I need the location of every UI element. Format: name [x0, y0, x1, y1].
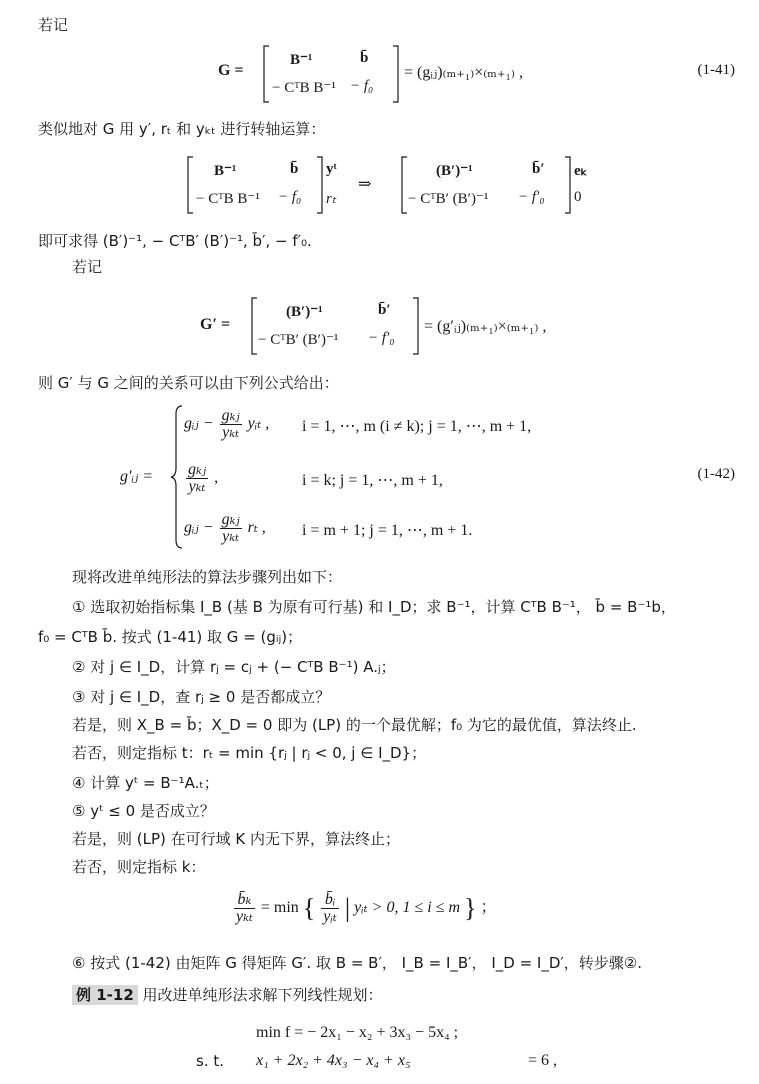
eqGp-lhs: G′ = [200, 316, 231, 333]
eq142-c1-den: yₖₜ [222, 424, 240, 441]
example-constraint1-rhs: = 6 , [528, 1052, 558, 1069]
eq141-matrix [262, 44, 400, 104]
pivot-l-side1: yᵗ [326, 161, 337, 177]
eqGp-rhs: = (g′ᵢⱼ)₍ₘ₊₁₎×₍ₘ₊₁₎ , [424, 318, 547, 335]
eq142-brace [170, 404, 184, 550]
eq141-r2c1: − CᵀB B⁻¹ [272, 80, 336, 96]
text-step5: ⑤ yᵗ ≤ 0 是否成立？ [72, 802, 215, 820]
eq141-r2c2: − f₀ [350, 78, 374, 94]
eq142-case2-cond: i = k; j = 1, ⋯, m + 1, [302, 472, 443, 489]
pivot-l-r2c1: − CᵀB B⁻¹ [196, 191, 260, 207]
text-step1a: ① 选取初始指标集 I_B (基 B 为原有可行基) 和 I_D；求 B⁻¹，计算 CᵀB B⁻¹， b̄ = B⁻¹b， [72, 598, 676, 616]
pivot-r-side1: eₖ [574, 163, 588, 179]
eq141-number: (1-41) [697, 62, 735, 78]
eq142-c1-num: gₖⱼ [221, 407, 240, 424]
eq142-case1: gᵢⱼ − $\frac{\text{gₖⱼ}}{\text{yₖₜ}}$ yᵢₜ , [184, 407, 270, 441]
eq142-c2-num: gₖⱼ [188, 461, 207, 478]
eq142-case3-cond: i = m + 1; j = 1, ⋯, m + 1. [302, 522, 473, 539]
pivot-arrow: ⇒ [358, 176, 372, 193]
pivot-r-r2c2: − f′₀ [518, 189, 545, 205]
example-st-label: s. t. [196, 1052, 225, 1070]
pivot-r-side2: 0 [574, 189, 582, 205]
eq142-c3-den: yₖₜ [222, 528, 240, 545]
example-constraint1-lhs: x₁ + 2x₂ + 4x₃ − x₄ + x₅ [256, 1052, 411, 1069]
text-step5-no: 若否，则定指标 k： [72, 858, 206, 876]
example-badge: 例 1-12 [72, 985, 138, 1005]
text-ruoji-2: 若记 [72, 258, 103, 276]
example-heading [72, 984, 383, 1005]
text-steps-intro: 现将改进单纯形法的算法步骤列出如下： [72, 568, 343, 586]
pivot-left-matrix [186, 155, 350, 215]
text-step1b: f₀ = CᵀB b̄. 按式 (1-41) 取 G = (gᵢⱼ)； [38, 628, 303, 646]
ratio-in-den: yᵢₜ [323, 908, 337, 925]
eq142-c2-den: yₖₜ [188, 478, 206, 495]
ratio-lhs-den: yₖₜ [236, 908, 253, 925]
pivot-l-r2c2: − f₀ [278, 189, 302, 205]
pivot-r-r2c1: − CᵀB′ (B′)⁻¹ [408, 191, 489, 207]
text-step3: ③ 对 j ∈ I_D，查 rⱼ ≥ 0 是否都成立？ [72, 688, 331, 706]
eq141-lhs: G = [218, 62, 244, 79]
pivot-r-r1c2: b̄′ [532, 161, 545, 177]
pivot-l-r1c2: b̄ [290, 161, 299, 177]
eqGp-matrix [250, 296, 420, 356]
eqGp-r2c2: − f′₀ [368, 330, 395, 346]
ratio-lhs-num: b̄ₖ [234, 892, 255, 909]
ratio-eq: = min [260, 899, 299, 917]
eqGp-r1c1: (B′)⁻¹ [286, 304, 323, 320]
ratio-in-num: b̄ᵢ [321, 892, 339, 909]
ratio-formula: $\frac{\text{b̄ₖ}}{\text{yₖₜ}}$ = min { $\frac{\text{b̄ᵢ}}{\text{yᵢₜ}}$ | yᵢₜ > 0, 1 ≤ i ≤ m } ； [236, 891, 497, 925]
eq141-r1c1: B⁻¹ [290, 52, 313, 68]
eq142-number: (1-42) [697, 466, 735, 482]
text-step4: ④ 计算 yᵗ = B⁻¹A.ₜ； [72, 774, 219, 792]
eq142-case1-cond: i = 1, ⋯, m (i ≠ k); j = 1, ⋯, m + 1, [302, 418, 532, 435]
text-step2: ② 对 j ∈ I_D，计算 rⱼ = cⱼ + (− CᵀB B⁻¹) A.ⱼ； [72, 658, 396, 676]
text-step6: ⑥ 按式 (1-42) 由矩阵 G 得矩阵 G′. 取 B = B′， I_B = I_B′， I_D = I_D′，转步骤②. [72, 954, 643, 972]
eq141-rhs: = (gᵢⱼ)₍ₘ₊₁₎×₍ₘ₊₁₎ , [404, 64, 523, 81]
example-objective: min f = − 2x₁ − x₂ + 3x₃ − 5x₄ ; [256, 1024, 459, 1041]
pivot-r-r1c1: (B′)⁻¹ [436, 163, 473, 179]
example-text: 用改进单纯形法求解下列线性规划： [142, 986, 383, 1004]
eq141-r1c2: b̄ [360, 50, 369, 66]
eqGp-r1c2: b̄′ [378, 302, 391, 318]
text-step3-no: 若否，则定指标 t：rₜ = min {rⱼ | rⱼ < 0, j ∈ I_D}； [72, 744, 427, 762]
eq142-lhs: g′ᵢⱼ = [120, 468, 154, 485]
eqGp-r2c1: − CᵀB′ (B′)⁻¹ [258, 332, 339, 348]
pivot-right-matrix [400, 155, 600, 215]
text-relation: 则 G′ 与 G 之间的关系可以由下列公式给出： [38, 374, 339, 392]
pivot-l-side2: rₜ [326, 191, 337, 207]
eq142-case3: gᵢⱼ − $\frac{\text{gₖⱼ}}{\text{yₖₜ}}$ rₜ , [184, 511, 266, 545]
text-ruoji-1: 若记 [38, 16, 69, 34]
text-step3-yes: 若是，则 X_B = b̄；X_D = 0 即为 (LP) 的一个最优解；f₀ 为它的最优值，算法终止. [72, 716, 637, 734]
text-step5-yes: 若是，则 (LP) 在可行域 K 内无下界，算法终止； [72, 830, 401, 848]
text-similar: 类似地对 G 用 y′, rₜ 和 yₖₜ 进行转轴运算： [38, 120, 326, 138]
eq142-case2: $\frac{\text{gₖⱼ}}{\text{yₖₜ}}$ , [188, 461, 219, 495]
eq142-c3-num: gₖⱼ [221, 511, 240, 528]
ratio-cond: yᵢₜ > 0, 1 ≤ i ≤ m [354, 899, 461, 917]
text-obtain: 即可求得 (B′)⁻¹, − CᵀB′ (B′)⁻¹, b̄′, − f′₀. [38, 232, 312, 250]
pivot-l-r1c1: B⁻¹ [214, 163, 237, 179]
